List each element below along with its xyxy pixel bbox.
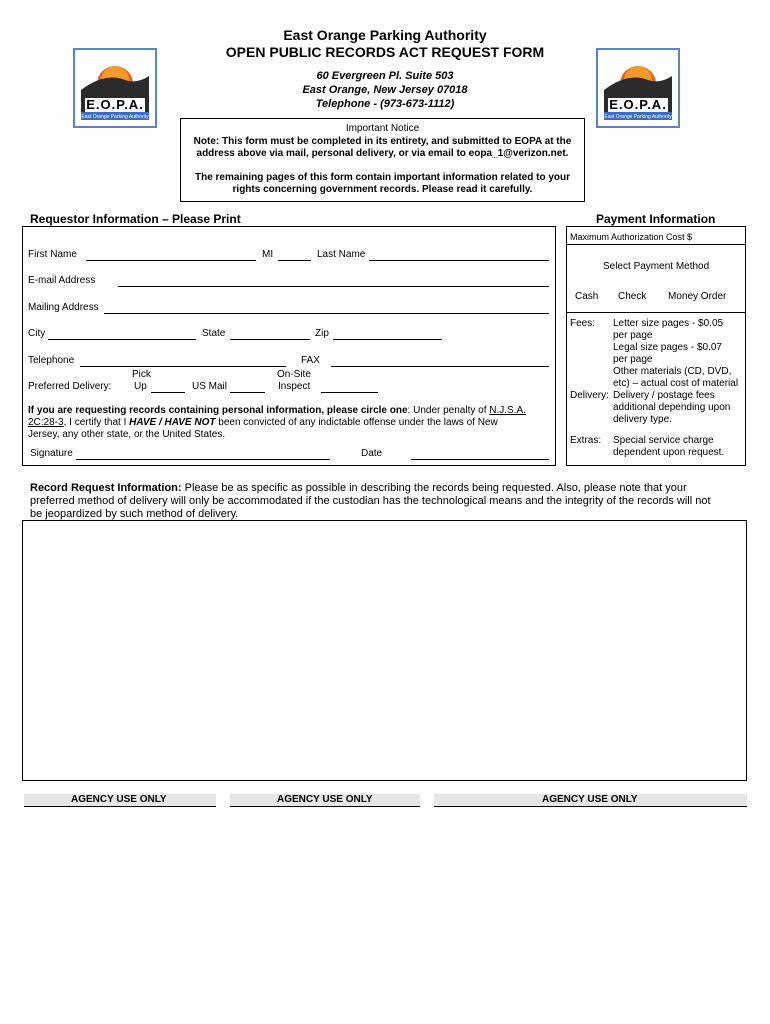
have-not-option[interactable]: HAVE NOT <box>164 417 216 428</box>
record-request-line-3: be jeopardized by such method of delivery. <box>30 508 239 520</box>
have-option[interactable]: HAVE <box>129 417 157 428</box>
payment-divider <box>566 312 746 313</box>
telephone-label: Telephone <box>28 355 75 366</box>
delivery-label: Delivery: <box>570 390 609 401</box>
inspect-label: Inspect <box>278 381 311 392</box>
agency-use-label-2: AGENCY USE ONLY <box>277 794 373 805</box>
cash-option[interactable]: Cash <box>575 291 599 302</box>
certification-text: been convicted of any indictable offense under the laws of New <box>215 417 498 428</box>
logo-caption: East Orange Parking Authority <box>604 114 672 120</box>
record-request-line-1 <box>30 482 687 495</box>
certification-bold: If you are requesting records containing personal information, please circle one <box>28 405 408 416</box>
record-request-label: Record Request Information: <box>30 482 182 494</box>
notice-heading: Important Notice <box>345 123 420 134</box>
record-request-line-2: preferred method of delivery will only be accommodated if the custodian has the technological means and the integrity of the records will not <box>30 495 711 507</box>
njsa-reference: N.J.S.A. <box>489 405 526 416</box>
last-name-field[interactable] <box>369 260 549 261</box>
payment-heading: Payment Information <box>596 212 716 226</box>
fees-line-5: Other materials (CD, DVD, <box>613 366 732 377</box>
fees-line-6: etc) – actual cost of material <box>613 378 739 389</box>
record-request-textarea[interactable] <box>22 520 747 781</box>
statute-reference: 2C:28-3 <box>28 417 64 428</box>
mi-field[interactable] <box>278 260 311 261</box>
extras-line-1: Special service charge <box>613 435 714 446</box>
signature-field[interactable] <box>76 459 330 460</box>
city-label: City <box>28 328 46 339</box>
date-label: Date <box>361 448 383 459</box>
city-field[interactable] <box>48 339 196 340</box>
pick-up-field[interactable] <box>151 392 185 393</box>
notice-line-4: rights concerning government records. Please read it carefully. <box>232 184 533 195</box>
notice-line-1: Note: This form must be completed in its entirety, and submitted to EOPA at the <box>193 136 572 147</box>
requestor-heading: Requestor Information – Please Print <box>30 212 241 226</box>
first-name-field[interactable] <box>86 260 256 261</box>
certification-text: , I certify that I <box>63 417 130 428</box>
fees-line-1: Letter size pages - $0.05 <box>613 318 724 329</box>
logo-caption: East Orange Parking Authority <box>81 114 149 120</box>
agency-use-label-1: AGENCY USE ONLY <box>71 794 167 805</box>
zip-field[interactable] <box>333 339 442 340</box>
address-line-2: East Orange, New Jersey 07018 <box>302 84 468 96</box>
agency-use-label-3: AGENCY USE ONLY <box>542 794 638 805</box>
state-field[interactable] <box>230 339 310 340</box>
us-mail-field[interactable] <box>230 392 265 393</box>
up-label: Up <box>134 381 147 392</box>
fax-field[interactable] <box>331 366 549 367</box>
extras-line-2: dependent upon request. <box>613 447 725 458</box>
max-authorization-field[interactable] <box>566 244 746 245</box>
fees-line-3: Legal size pages - $0.07 <box>613 342 722 353</box>
email-field[interactable] <box>118 286 549 287</box>
email-label: E-mail Address <box>28 275 96 286</box>
date-field[interactable] <box>411 459 549 460</box>
extras-label: Extras: <box>570 435 602 446</box>
delivery-line-3: delivery type. <box>613 414 672 425</box>
mailing-label: Mailing Address <box>28 302 99 313</box>
certification-line-2 <box>28 417 498 429</box>
certification-text: : Under penalty of <box>407 405 490 416</box>
money-order-option[interactable]: Money Order <box>668 291 727 302</box>
delivery-line-2: additional depending upon <box>613 402 731 413</box>
form-title: OPEN PUBLIC RECORDS ACT REQUEST FORM <box>225 44 545 60</box>
certification-line-3: Jersey, any other state, or the United States. <box>28 429 226 440</box>
first-name-label: First Name <box>28 249 77 260</box>
fees-line-4: per page <box>613 354 653 365</box>
mi-label: MI <box>262 249 274 260</box>
max-authorization-label: Maximum Authorization Cost $ <box>570 232 693 242</box>
telephone-field[interactable] <box>80 366 286 367</box>
important-notice-box <box>180 118 585 202</box>
zip-label: Zip <box>315 328 329 339</box>
telephone-line: Telephone - (973-673-1112) <box>315 98 455 110</box>
delivery-line-1: Delivery / postage fees <box>613 390 715 401</box>
record-request-text: Please be as specific as possible in describing the records being requested. Also, please note that your <box>181 482 687 494</box>
certification-line-1 <box>28 405 526 417</box>
preferred-delivery-label: Preferred Delivery: <box>28 381 112 392</box>
option-separator: / <box>156 417 165 428</box>
last-name-label: Last Name <box>317 249 366 260</box>
logo-text: E.O.P.A. <box>609 97 667 112</box>
us-mail-label: US Mail <box>192 381 228 392</box>
notice-line-3: The remaining pages of this form contain important information related to your <box>194 172 571 183</box>
on-site-label: On-Site <box>277 369 311 380</box>
state-label: State <box>202 328 226 339</box>
signature-label: Signature <box>30 448 73 459</box>
fax-label: FAX <box>301 355 320 366</box>
select-method-label: Select Payment Method <box>603 261 710 272</box>
mailing-address-field[interactable] <box>104 313 549 314</box>
fees-line-2: per page <box>613 330 653 341</box>
logo-text: E.O.P.A. <box>86 97 144 112</box>
notice-line-2: address above via mail, personal delivery, or via email to eopa_1@verizon.net. <box>196 148 569 159</box>
address-line-1: 60 Evergreen Pl. Suite 503 <box>316 70 454 82</box>
check-option[interactable]: Check <box>618 291 647 302</box>
pick-label: Pick <box>132 369 151 380</box>
on-site-inspect-field[interactable] <box>321 392 378 393</box>
page-title: East Orange Parking Authority <box>283 27 487 43</box>
fees-label: Fees: <box>570 318 596 329</box>
